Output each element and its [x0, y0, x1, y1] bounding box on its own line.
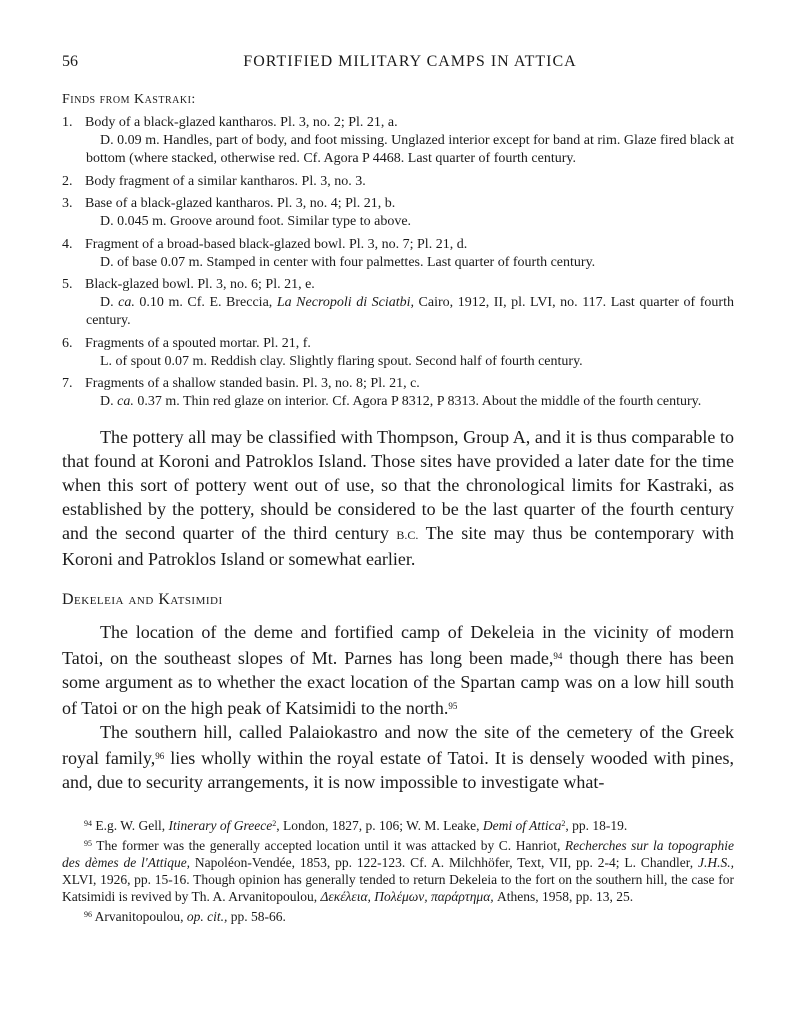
- finds-list: [62, 114, 734, 411]
- footnote-96: $^{96}$ Arvanitopoulou, op. cit., pp. 58-66.: [84, 909, 286, 924]
- footnote-ref: 94: [553, 651, 563, 661]
- item-number: 3.: [62, 196, 73, 211]
- body-paragraph-dekeleia: The location of the deme and fortified camp of Dekeleia in the vicinity of modern Tatoi, on the southeast slopes of Mt. Parnes has long been made,$^{94}$ though there has been some argument as to whether the exact location of the Spartan camp was on a low hill south of Tatoi or on the high peak of Katsimidi to the north.$^{95}$: [62, 622, 734, 718]
- find-item-5: [62, 276, 734, 330]
- item-title: Black-glazed bowl. Pl. 3, no. 6; Pl. 21, e.: [85, 277, 315, 292]
- body-paragraph-pottery: The pottery all may be classified with Thompson, Group A, and it is thus comparable to that found at Koroni and Patroklos Island. Those sites have provided a later date for the time when this sort of pottery went out of use, so that the chronological limits for Kastraki, as established by the pottery, should be considered to be the last quarter of the fourth century and the second quarter of the third century B.C. The site may thus be contemporary with Koroni and Patroklos Island or somewhat earlier.: [62, 427, 734, 569]
- find-item-1: [62, 114, 734, 168]
- item-title: Body fragment of a similar kantharos. Pl. 3, no. 3.: [85, 173, 366, 189]
- footnote-ref: 95: [448, 701, 458, 711]
- footnote-95: $^{95}$ The former was the generally accepted location until it was attacked by C. Hanriot, Recherches sur la topographie des dèmes de l'Attique, Napoléon-Vendée, 1853, pp. 122-123. Cf. A. Milchhöfer, Text, VII, pp. 2-4; L. Chandler, J.H.S., XLVI, 1926, pp. 15-16. Though opinion has generally tended to return Dekeleia to the fort on the southern hill, the case for Katsimidi is revived by Th. A. Arvanitopoulou, Δεκέλεια, Πολέμων, παράρτημα, Athens, 1958, pp. 13, 25.: [62, 838, 734, 904]
- find-item-3: [62, 195, 734, 231]
- footnotes: [62, 815, 734, 925]
- item-title: Fragments of a shallow standed basin. Pl. 3, no. 8; Pl. 21, c.: [85, 376, 420, 391]
- body-paragraph-palaiokastro: The southern hill, called Palaiokastro and now the site of the cemetery of the Greek royal family,$^{96}$ lies wholly within the royal estate of Tatoi. It is densely wooded with pines, and, due to security arrangements, it is now impossible to investigate what-: [62, 722, 734, 792]
- item-description: D. 0.045 m. Groove around foot. Similar type to above.: [100, 214, 412, 229]
- item-number: 5.: [62, 277, 73, 292]
- item-title: Fragments of a spouted mortar. Pl. 21, f.: [85, 335, 311, 351]
- item-number: 6.: [62, 335, 73, 351]
- finds-heading: Finds from Kastraki:: [62, 92, 196, 107]
- item-description: L. of spout 0.07 m. Reddish clay. Slightly flaring spout. Second half of fourth century.: [100, 353, 583, 369]
- item-title: Base of a black-glazed kantharos. Pl. 3, no. 4; Pl. 21, b.: [85, 196, 396, 211]
- page: [62, 48, 734, 926]
- item-description: D. ca. 0.10 m. Cf. E. Breccia, La Necropoli di Sciatbi, Cairo, 1912, II, pl. LVI, no. 117. Last quarter of fourth century.: [86, 295, 734, 328]
- section-heading: Dekeleia and Katsimidi: [62, 591, 223, 608]
- find-item-6: [62, 335, 734, 371]
- item-number: 7.: [62, 376, 73, 391]
- find-item-2: [62, 173, 734, 191]
- find-item-4: [62, 236, 734, 272]
- item-title: Body of a black-glazed kantharos. Pl. 3, no. 2; Pl. 21, a.: [85, 115, 398, 130]
- item-description: D. 0.09 m. Handles, part of body, and foot missing. Unglazed interior except for band at rim. Glaze fired black at bottom (where stacked, otherwise red. Cf. Agora P 4468. Last quarter of fourth century.: [86, 133, 734, 166]
- item-number: 1.: [62, 115, 73, 130]
- footnote-94: $^{94}$ E.g. W. Gell, Itinerary of Greece$^2$, London, 1827, p. 106; W. M. Leake, Demi of Attica$^2$, pp. 18-19.: [84, 818, 628, 833]
- item-number: 2.: [62, 173, 73, 189]
- running-header: [62, 48, 734, 76]
- item-description: D. of base 0.07 m. Stamped in center with four palmettes. Last quarter of fourth century.: [100, 254, 596, 270]
- find-item-7: [62, 375, 734, 411]
- footnote-ref: 96: [155, 751, 165, 761]
- page-number: 56: [62, 53, 78, 70]
- item-title: Fragment of a broad-based black-glazed bowl. Pl. 3, no. 7; Pl. 21, d.: [85, 236, 468, 252]
- item-description: D. ca. 0.37 m. Thin red glaze on interior. Cf. Agora P 8312, P 8313. About the middle of the fourth century.: [100, 394, 702, 409]
- running-title: FORTIFIED MILITARY CAMPS IN ATTICA: [243, 53, 577, 70]
- item-number: 4.: [62, 236, 73, 252]
